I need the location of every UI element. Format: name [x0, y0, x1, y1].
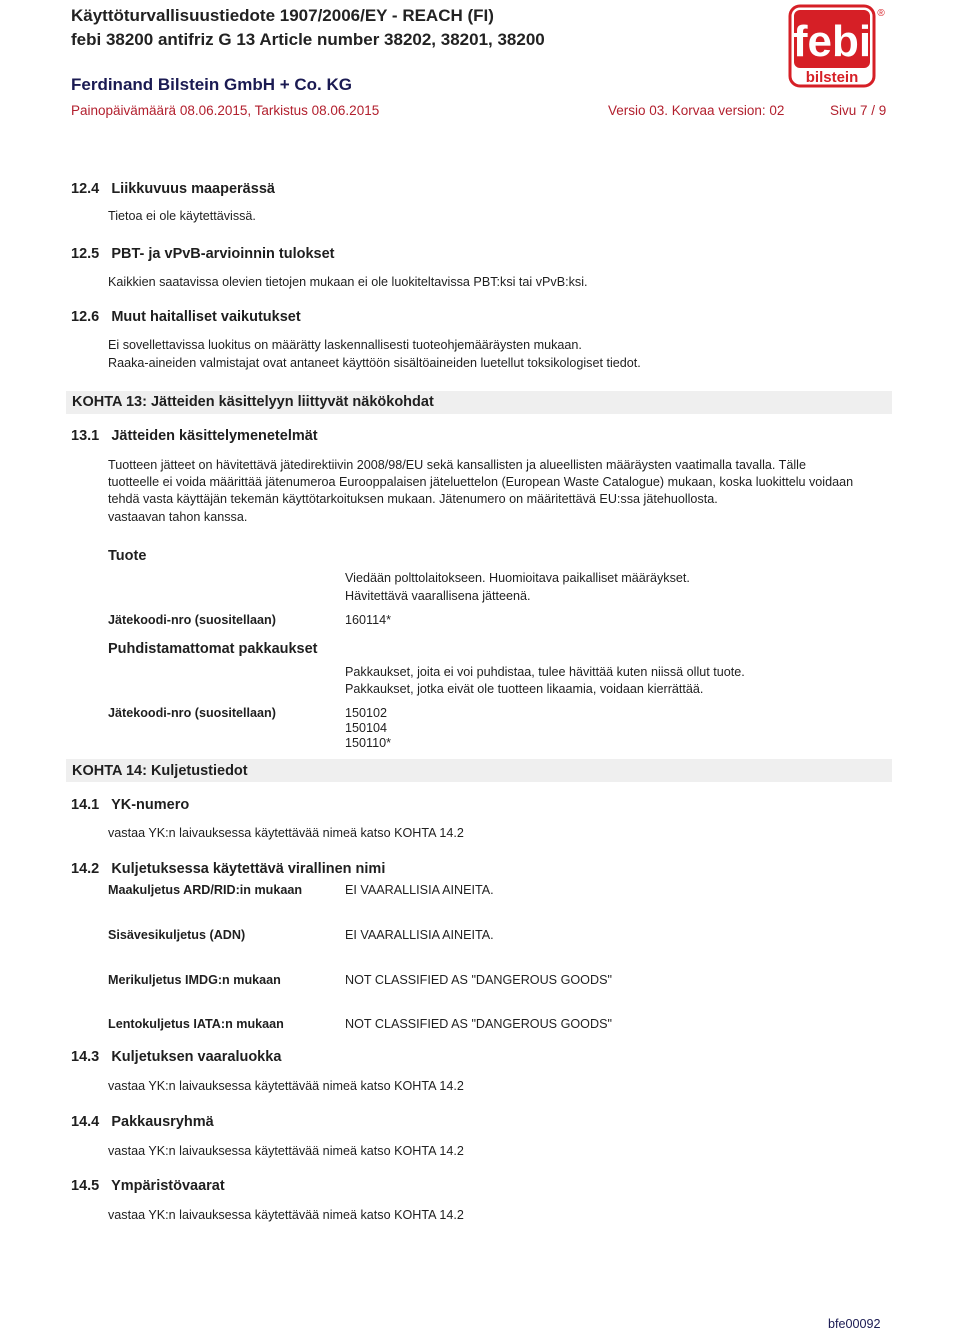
page-number: Sivu 7 / 9 — [830, 103, 887, 118]
transport-row-label: Maakuljetus ARD/RID:in mukaan — [108, 883, 303, 897]
section-14-title: KOHTA 14: Kuljetustiedot — [72, 763, 248, 779]
section-12-5-heading — [71, 246, 335, 262]
packaging-code-label: Jätekoodi-nro (suositellaan) — [108, 706, 276, 720]
section-12-6-line2: Raaka-aineiden valmistajat ovat antaneet käyttöön sisältöaineiden luetellut toksikologiset tiedot. — [108, 356, 641, 370]
transport-row-value: NOT CLASSIFIED AS "DANGEROUS GOODS" — [345, 1017, 612, 1031]
section-14-5-heading — [71, 1178, 225, 1194]
section-number: 13.1 — [71, 428, 100, 444]
product-title: febi 38200 antifriz G 13 Article number 38202, 38201, 38200 — [71, 30, 545, 49]
transport-row-label: Lentokuljetus IATA:n mukaan — [108, 1017, 284, 1031]
section-13-title: KOHTA 13: Jätteiden käsittelyyn liittyvät näkökohdat — [72, 394, 434, 410]
svg-text:®: ® — [877, 8, 885, 19]
section-number: 14.4 — [71, 1114, 100, 1130]
section-number: 14.5 — [71, 1178, 100, 1194]
section-13-band — [66, 391, 892, 414]
transport-row-label: Sisävesikuljetus (ADN) — [108, 928, 246, 942]
section-title: Kuljetuksessa käytettävä virallinen nimi — [111, 861, 386, 877]
packaging-line1: Pakkaukset, joita ei voi puhdistaa, tulee hävittää kuten niissä ollut tuote. — [345, 665, 745, 679]
section-title: PBT- ja vPvB-arvioinnin tulokset — [111, 246, 335, 262]
transport-row-label: Merikuljetus IMDG:n mukaan — [108, 973, 281, 987]
packaging-code-3: 150110* — [345, 736, 391, 750]
section-14-5-text: vastaa YK:n laivauksessa käytettävää nimeä katso KOHTA 14.2 — [108, 1208, 464, 1222]
transport-row-value: EI VAARALLISIA AINEITA. — [345, 883, 494, 897]
section-14-1-heading — [71, 797, 189, 813]
section-12-6-heading — [71, 309, 301, 325]
section-title: Ympäristövaarat — [111, 1178, 225, 1194]
section-number: 12.5 — [71, 246, 100, 262]
version-info: Versio 03. Korvaa version: 02 — [608, 103, 785, 118]
section-13-1-para-line4: vastaavan tahon kanssa. — [108, 510, 248, 524]
section-title: Liikkuvuus maaperässä — [111, 181, 275, 197]
section-14-1-text: vastaa YK:n laivauksessa käytettävää nimeä katso KOHTA 14.2 — [108, 826, 464, 840]
company-name: Ferdinand Bilstein GmbH + Co. KG — [71, 75, 352, 94]
transport-row-value: EI VAARALLISIA AINEITA. — [345, 928, 494, 942]
section-14-4-heading — [71, 1114, 214, 1130]
product-disposal-line1: Viedään polttolaitokseen. Huomioitava paikalliset määräykset. — [345, 571, 690, 585]
section-title: Jätteiden käsittelymenetelmät — [111, 428, 318, 444]
section-title: Pakkausryhmä — [111, 1114, 214, 1130]
footer-code: bfe00092 — [828, 1317, 881, 1331]
section-title: YK-numero — [111, 797, 190, 813]
section-number: 14.1 — [71, 797, 100, 813]
section-12-6-line1: Ei sovellettavissa luokitus on määrätty laskennallisesti tuoteohjemääräysten mukaan. — [108, 338, 582, 352]
section-13-1-para-line3: tehdä vasta käyttäjän tekemän käyttötarkoituksen mukaan. Jätenumero on määritettävä EU:ssa jätehuollosta. — [108, 492, 718, 506]
section-14-3-text: vastaa YK:n laivauksessa käytettävää nimeä katso KOHTA 14.2 — [108, 1079, 464, 1093]
document-title: Käyttöturvallisuustiedote 1907/2006/EY - REACH (FI) — [71, 6, 494, 25]
section-12-4-heading — [71, 181, 275, 197]
section-number: 14.2 — [71, 861, 100, 877]
section-title: Kuljetuksen vaaraluokka — [111, 1049, 282, 1065]
print-date: Painopäivämäärä 08.06.2015, Tarkistus 08.06.2015 — [71, 103, 380, 118]
section-title: Muut haitalliset vaikutukset — [111, 309, 301, 325]
transport-row-value: NOT CLASSIFIED AS "DANGEROUS GOODS" — [345, 973, 612, 987]
svg-text:bilstein: bilstein — [805, 69, 859, 86]
section-14-3-heading — [71, 1049, 281, 1065]
section-12-4-text: Tietoa ei ole käytettävissä. — [108, 209, 256, 223]
section-14-2-heading — [71, 861, 385, 877]
packaging-code-2: 150104 — [345, 721, 388, 735]
section-number: 14.3 — [71, 1049, 100, 1065]
section-number: 12.4 — [71, 181, 100, 197]
product-heading: Tuote — [108, 548, 147, 564]
febi-bilstein-logo — [788, 4, 888, 88]
product-code-label: Jätekoodi-nro (suositellaan) — [108, 613, 276, 627]
section-13-1-para-line2: tuotteelle ei voida määrittää jätenumeroa Eurooppalaisen jäteluettelon (European Waste Catalogue) mukaan, koska luokittelu voidaan — [108, 475, 854, 489]
svg-text:febi: febi — [792, 17, 872, 66]
section-12-5-text: Kaikkien saatavissa olevien tietojen mukaan ei ole luokiteltavissa PBT:ksi tai vPvB:ksi. — [108, 275, 588, 289]
section-14-band — [66, 759, 892, 782]
section-14-4-text: vastaa YK:n laivauksessa käytettävää nimeä katso KOHTA 14.2 — [108, 1144, 464, 1158]
product-disposal-line2: Hävitettävä vaarallisena jätteenä. — [345, 589, 531, 603]
section-13-1-heading — [71, 428, 318, 444]
section-13-1-para-line1: Tuotteen jätteet on hävitettävä jätedirektiivin 2008/98/EU sekä kansallisten ja alueellisten määräysten vaatimalla tavalla. Tälle — [108, 458, 806, 472]
packaging-heading: Puhdistamattomat pakkaukset — [108, 641, 318, 657]
section-number: 12.6 — [71, 309, 100, 325]
packaging-code-1: 150102 — [345, 706, 388, 720]
product-code-value: 160114* — [345, 613, 391, 627]
packaging-line2: Pakkaukset, jotka eivät ole tuotteen likaamia, voidaan kierrättää. — [345, 682, 704, 696]
